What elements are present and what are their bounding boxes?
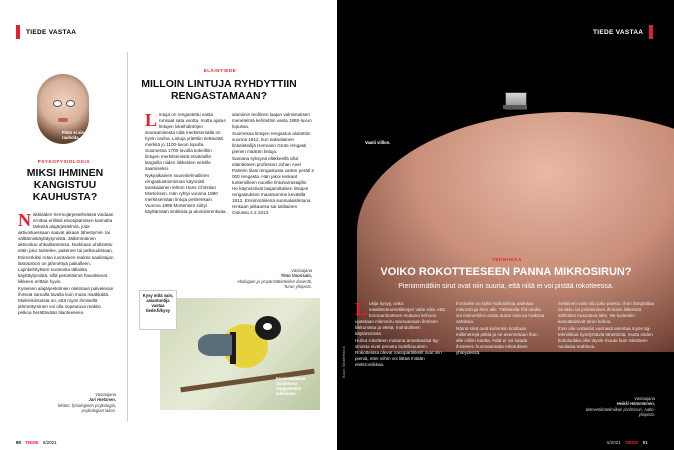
article1-para: äkkiäiden hermojärjestelmässä voidaan erottaa erillisiä eloonjäämisen kannalta tärkeitä alajärjestelmiä, joita aktivoituessaan saavat aikaan lähestymis- tai välttämiskäyttäytymistä. Jälkimmäinen aktivoituu uhkatilanteissa. Nurkkaan ahdistettu eläin joko taistelee, pakenee tai pelkoudistaan. [18,212,114,253]
article2-para: alumiinin teollinen laajan valmistuksen menetelmä kehitettiin vasta 1880-luvun lopussa. [232,112,312,129]
left-footer [16,440,57,445]
section-tag-label: TIEDE VASTAA [26,28,77,36]
article1-dropcap: N [18,212,31,230]
right-para: Huhut rokotteen mukana annettavista 5g-siruista eivät perustu todellisuuteen. Rokotteissa olevat nanopartikkelit ovat niin pieniä, ettei niihin voi liittää mitään elektroniikkaa. [355,338,442,367]
issue: 5/2021 [607,440,621,445]
article1-signature [40,392,116,414]
section-tag-label: TIEDE VASTAA [593,28,644,36]
section-tag-bar [16,25,20,39]
article2-para: Nykyaikainen suunnitelmallinen rengastustoiminnan käynnisti tanskalainen lehtori Hans Christian Mortensen. Hän ryhtyi vuonna 1890 merkitsemään lintuja peltirenkain. Vuonna 1899 Mortensen siirtyi käyttämään sinkkisiä ja alumiinirenkaita. [145,173,227,214]
article2-signature [236,268,312,290]
sig-name: Jari Hietanen, [88,397,116,403]
right-signature [573,396,655,418]
article2-para: Suomessa lintujen rengastus aloitettiin vuonna 1912, kun saksalainen lintutieteilijä Hermann Grote rengasti pienen määrän lintuja. [232,131,311,154]
article1-para: Esimerkiksi rotan luontainen reaktio saalistajan läsnäoloon on jähmettyä paikalleen. Lajinkehityksen suosiosta tällaista käyttäytymistä, sillä petoeläimet havaitsevat liikkeen erittäin hyvin. [18,255,114,284]
right-col3 [558,301,654,393]
article2-para: Samana syksynä eläkkeellä ollut eläintieteen professori Johan Axel Palmén tilasi rengastusta varten peräti 2 000 rengasta. Hän jakoi renkaat tuntemilleen nuorille lintuharrastajille. He käynnistivät laajamittaisen lintujen rengastuksen maassamme keväällä 1913. Ensimmäisenä suomalaislintuna renkaan jalkaansa sai talitiainen Oulussa 2.2.1913. [232,156,314,215]
right-para: Ihon alle voitaisiin varmasti asentaa myös 5g-tekniikkaa hyödyntäviä lähettimiä, mutta niiden kokoluokka olisi täysin muuta kuin rokotteen neulasta mahtuva. [558,326,653,349]
article2-para: intuja on rengastettu vasta runsaat sata vuotta, mutta ajatus lintujen lokeihdintöjen seuraamisesta niitä merkitsemällä on hyvin vanha. Lintuja yritettiin tiettävästi merkitä jo 1100-luvun lopulla. Suomessa 1700-luvulla kokeiltiin lintujen merkitsemistä erivärisillä langoilla niiden liikkeiden selville saamiseksi. [145,112,226,171]
brand: TIEDE [625,440,639,445]
sig-desc: tietoverkkotekniikan professori, Aalto-yliopisto. [585,406,655,418]
article1-title: MIKSI IHMINEN KANGISTUU KAUHUSTA? [26,167,104,203]
right-title: VOIKO ROKOTTEESEEN PANNA MIKROSIRUN? [380,266,632,278]
right-col1 [355,301,445,433]
article2-col1 [145,112,227,290]
ask-box-label: Kysy mitä vain, asiantuntija vastaa tiede.fi/kysy [142,293,174,313]
article2-col2 [232,112,314,252]
article1-kicker: PSYKOFYSIOLOGIA [37,159,91,164]
sig-desc: lehtori, fysiologinen psykologia, psykologian laitos. [58,402,116,414]
page-number: 91 [642,440,648,445]
issue: 5/2021 [42,440,57,445]
right-dropcap: L [355,301,368,319]
article2-dropcap: L [145,112,158,130]
right-para: Nämä sirut ovat kuitenkin kooltaan millimetrejä pitkiä ja ne asennetaan ihon alle viillon kautta. Niitä ei voi saada ihmiseen huomaamatta rokotuksen yhteydessä. [456,326,538,355]
sig-role: Vastaajana [291,268,312,273]
right-para: ukija kysyy, onko salaliittoteoreetikkojen väite siitä, että koronarokotteen mukana kehoon ujutetaan mikrosiru seuraamaan ihmisen liikkumista ja eleitä, mahdollinen käytännössä. [355,301,445,336]
portrait-caption: Pisto ei aina rauhoita. [62,130,87,140]
bird-caption: Ensimmäisenä Suomessa rengastettiin talitiainen. [276,376,306,396]
sig-role: Vastaajana [634,396,655,401]
right-kicker: TEKNIIKKA [492,257,522,262]
article2-title: MILLOIN LINTUJA RYHDYTTIIN RENGASTAMAAN? [141,78,297,102]
right-para: Ihmiselle on kyllä mahdollista asentaa mikrosiruja ihon alle. Tällaisella rfid-sirulla voi esimerkiksi avata auton ovia tai maksaa ostoksia. [456,301,545,324]
sig-role: Vastaajana [95,392,116,397]
sig-desc: ekologian ja ympäristötieteiden dosentti, Turun yliopisto. [237,278,312,290]
brand: TIEDE [25,440,39,445]
article1-body [18,212,114,387]
article2-kicker: ELÄINTIEDE [203,68,237,73]
right-col2 [456,301,546,433]
right-footer [607,440,648,445]
sig-name: Timo Vuorisalo, [280,273,312,279]
section-tag [16,25,76,39]
section-tag [593,25,653,39]
sig-name: Heikki Hämmäinen, [616,401,655,407]
page-number: 90 [16,440,22,445]
right-deck: Pienimmätkin sirut ovat niin suuria, että niitä ei voi pistää rokotteessa. [398,283,614,290]
right-para: Sellainen voisi olla joko paristo, ihon lämpötilaa tai akku tai jonkinlainen ihmisen liikkeistä sähköksi muuntava laite. Ne kuitenkin kasvattaisivat sirun kokoa. [558,301,654,324]
photo-credit: Kuva: Shutterstock [342,346,346,378]
section-tag-bar [649,25,653,39]
column-divider [127,52,128,422]
fingertip-photo [337,0,674,270]
photo-caption: Vaatii viillon. [365,140,391,145]
right-page [337,0,674,450]
ask-box [139,290,177,330]
article1-para: Kyseisen alajärjestelmien oletetaan palvelevan ihmisiä samalla tavalla kuin muita nisäkkäitä. Mielenkiintoista on, että myös ihmisellä jähmettyminen voi olla sopeutuva reaktio pelkoa herättävään tilanteeseen. [18,286,114,315]
